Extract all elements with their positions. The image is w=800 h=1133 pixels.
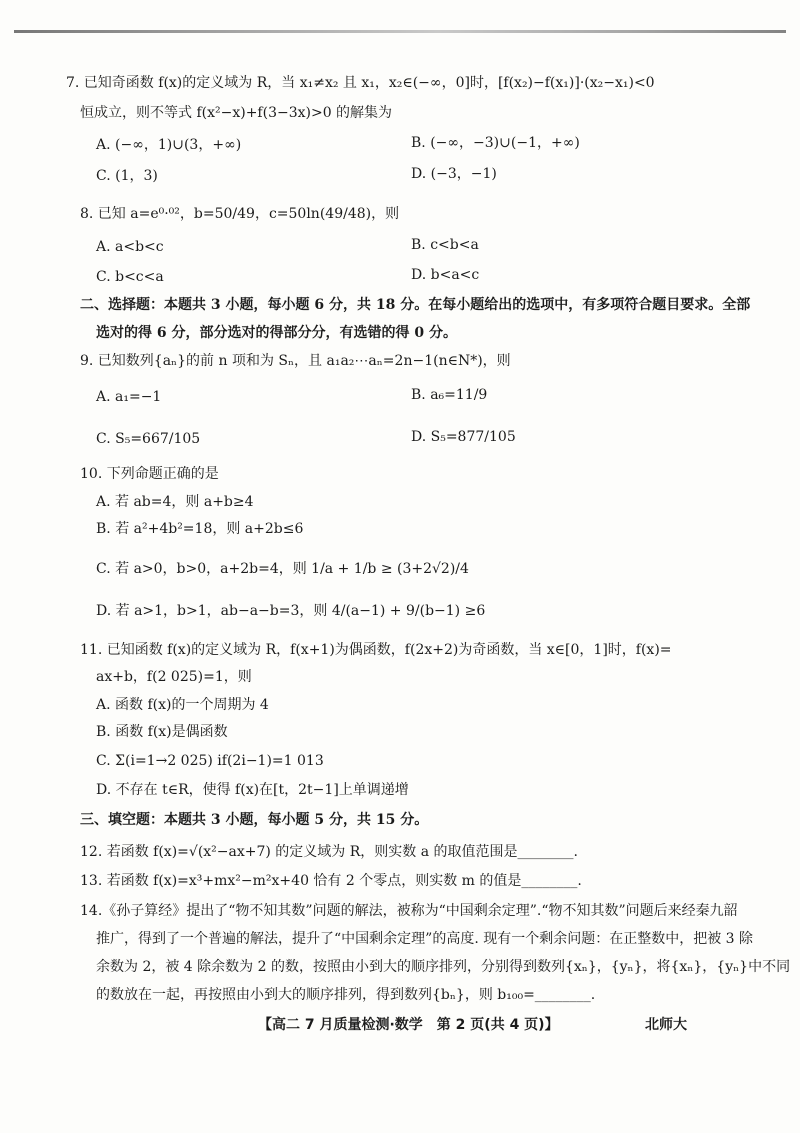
q11-option-c: C. Σ(i=1→2 025) if(2i−1)=1 013 <box>96 753 324 769</box>
q10-stem: 10. 下列命题正确的是 <box>80 466 219 482</box>
q9-stem: 9. 已知数列{aₙ}的前 n 项和为 Sₙ，且 a₁a₂⋯aₙ=2n−1(n∈N*)，则 <box>80 353 511 369</box>
q13-stem: 13. 若函数 f(x)=x³+mx²−m²x+40 恰有 2 个零点，则实数 m 的值是________. <box>80 873 582 889</box>
q9-option-d: D. S₅=877/105 <box>411 429 516 445</box>
section2-heading-line1: 二、选择题：本题共 3 小题，每小题 6 分，共 18 分。在每小题给出的选项中，有多项符合题目要求。全部 <box>80 297 751 313</box>
q9-option-a: A. a₁=−1 <box>96 389 162 405</box>
section3-heading: 三、填空题：本题共 3 小题，每小题 5 分，共 15 分。 <box>80 812 429 828</box>
q10-option-a: A. 若 ab=4，则 a+b≥4 <box>96 494 254 510</box>
q8-option-a: A. a<b<c <box>96 239 164 255</box>
q7-option-b: B. (−∞，−3)∪(−1，+∞) <box>411 135 580 151</box>
page-footer-publisher: 北师大 <box>645 1017 687 1033</box>
section2-heading-line2: 选对的得 6 分，部分选对的得部分分，有选错的得 0 分。 <box>96 325 457 341</box>
q11-option-d: D. 不存在 t∈R，使得 f(x)在[t，2t−1]上单调递增 <box>96 782 409 798</box>
q12-stem: 12. 若函数 f(x)=√(x²−ax+7) 的定义域为 R，则实数 a 的取值范围是________. <box>80 844 578 860</box>
q8-stem: 8. 已知 a=e⁰·⁰²，b=50/49，c=50ln(49/48)，则 <box>80 206 400 222</box>
q7-option-d: D. (−3，−1) <box>411 166 497 182</box>
q7-stem-line1: 7. 已知奇函数 f(x)的定义域为 R，当 x₁≠x₂ 且 x₁，x₂∈(−∞，0]时，[f(x₂)−f(x₁)]·(x₂−x₁)<0 <box>66 75 655 91</box>
q11-stem-line1: 11. 已知函数 f(x)的定义域为 R，f(x+1)为偶函数，f(2x+2)为奇函数，当 x∈[0，1]时，f(x)= <box>80 642 672 658</box>
q8-option-c: C. b<c<a <box>96 269 164 285</box>
q14-stem-line3: 余数为 2，被 4 除余数为 2 的数，按照由小到大的顺序排列，分别得到数列{xₙ}，{yₙ}，将{xₙ}，{yₙ}中不同 <box>96 959 791 975</box>
q14-stem-line1: 14.《孙子算经》提出了“物不知其数”问题的解法，被称为“中国剩余定理”.“物不知其数”问题后来经秦九韶 <box>80 903 738 919</box>
q14-stem-line2: 推广，得到了一个普遍的解法，提升了“中国剩余定理”的高度. 现有一个剩余问题：在正整数中，把被 3 除 <box>96 931 754 947</box>
q9-option-c: C. S₅=667/105 <box>96 431 201 447</box>
q10-option-b: B. 若 a²+4b²=18，则 a+2b≤6 <box>96 521 304 537</box>
page-footer-label: 【高二 7 月质量检测·数学 第 2 页(共 4 页)】 <box>258 1017 559 1033</box>
q10-option-c: C. 若 a>0，b>0，a+2b=4，则 1/a + 1/b ≥ (3+2√2)/4 <box>96 561 469 577</box>
q11-option-a: A. 函数 f(x)的一个周期为 4 <box>96 697 269 713</box>
q7-option-c: C. (1，3) <box>96 168 158 184</box>
q7-option-a: A. (−∞，1)∪(3，+∞) <box>96 137 242 153</box>
q8-option-d: D. b<a<c <box>411 267 480 283</box>
q14-stem-line4: 的数放在一起，再按照由小到大的顺序排列，得到数列{bₙ}，则 b₁₀₀=________. <box>96 987 596 1003</box>
q11-stem-line2: ax+b，f(2 025)=1，则 <box>96 669 252 685</box>
q11-option-b: B. 函数 f(x)是偶函数 <box>96 724 228 740</box>
q7-stem-line2: 恒成立，则不等式 f(x²−x)+f(3−3x)>0 的解集为 <box>80 105 393 121</box>
q9-option-b: B. a₆=11/9 <box>411 387 488 403</box>
q8-option-b: B. c<b<a <box>411 237 479 253</box>
q10-option-d: D. 若 a>1，b>1，ab−a−b=3，则 4/(a−1) + 9/(b−1) ≥6 <box>96 603 486 619</box>
